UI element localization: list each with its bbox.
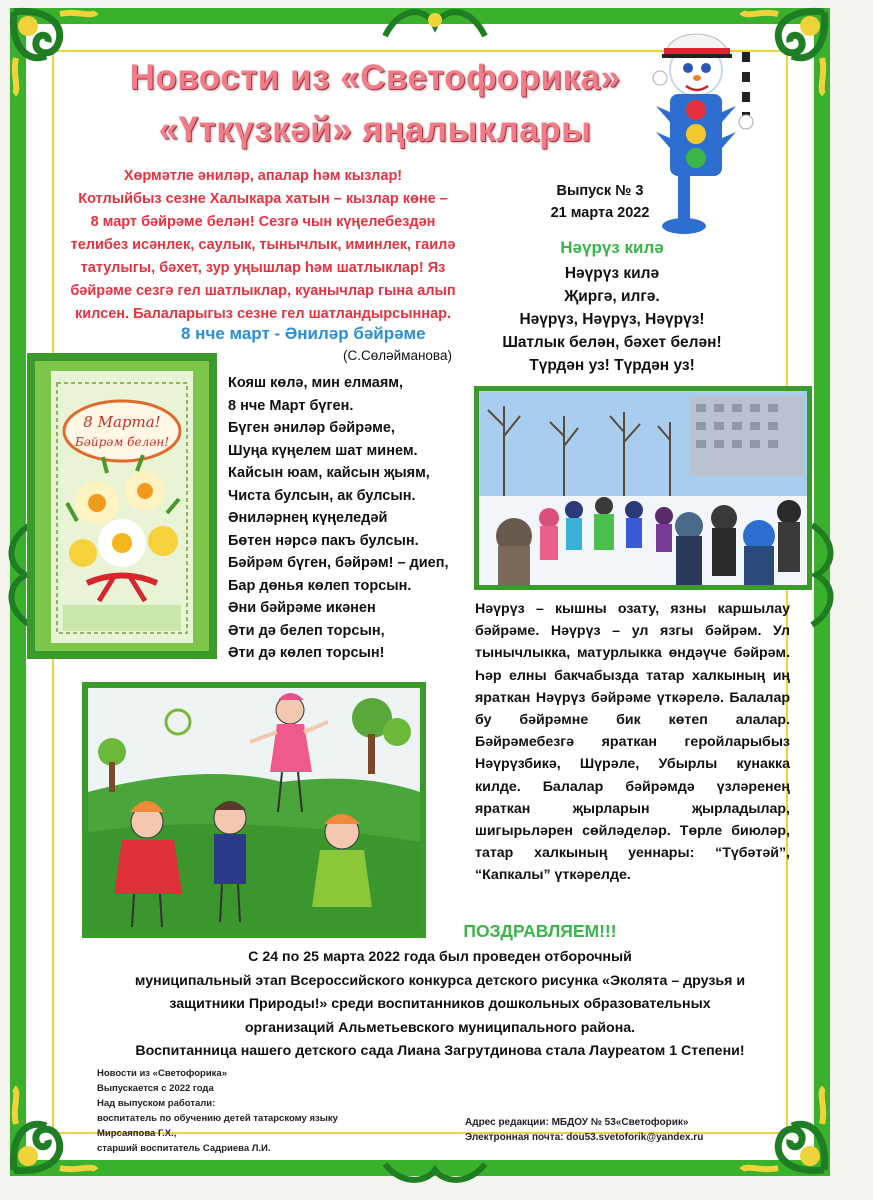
poem-line: Бар дөнья көлеп торсын. — [228, 577, 412, 594]
poem-line: Шуңа күңелем шат минем. — [228, 442, 418, 459]
poem-line: Бүген әниләр бәйрәме, — [228, 420, 395, 436]
poem-line: Бәйрәм бүген, бәйрәм! – диеп, — [228, 555, 449, 571]
poem-line: Әни бәйрәме икәнен — [228, 600, 376, 616]
nauruz-article: Нәүрүз – кышны озату, язны каршылау бәйрәме. Нәүрүз – ул язгы бәйрәм. Ул тынычлыкка, матурлыкка өндәүче бәйрәм. Һәр елны бакчабызда татар халкының иң яраткан Нәүрүз бәйрәме үткәрелә. Балалар бу бәйрәмне бик көтеп алалар. Бәйрәмебезгә яраткан геройларыбыз Нәүрүзбикә, Шүрәле, Убырлы кунакка килде. Балалар бәйрәмдә үзләренең яраткан җырларын җырладылар, шигырьләрен сөйләделәр. Төрле биюләр, татар халкының уеннары: “Түбәтәй”, “Капкалы” үткәрелде. — [475, 601, 790, 884]
footer-contacts — [465, 1115, 745, 1145]
march8-poem — [228, 372, 449, 665]
corner-ornament-bottom-right — [736, 1082, 832, 1178]
congrats-line: организаций Альметьевского муниципального района. — [244, 1019, 636, 1036]
corner-ornament-bottom-left — [6, 1082, 102, 1178]
nauruz-poem-line: Нәүрүз, Нәүрүз, Нәүрүз! — [519, 311, 705, 328]
title-russian: Новости из «Светофорика» — [129, 58, 621, 97]
corner-ornament-top-left — [6, 4, 102, 100]
card-text-2: Бәйрәм белән! — [74, 435, 170, 449]
congrats-text — [60, 946, 820, 1064]
march8-card-image — [27, 353, 217, 659]
greeting-line: телибез исәнлек, саулык, тынычлык, иминлек, гаилә — [70, 237, 456, 253]
footer-line: Мирсаяпова Г.Х., — [97, 1128, 177, 1139]
poem-line: Кояш көлә, мин елмаям, — [228, 375, 404, 391]
nauruz-poem-line: Җиргә, илгә. — [564, 288, 660, 305]
greeting-block — [38, 165, 488, 326]
congrats-line: С 24 по 25 марта 2022 года был проведен отборочный — [248, 949, 632, 965]
card-text-1: 8 Марта! — [83, 413, 161, 431]
issue-number: Выпуск № 3 — [556, 183, 644, 199]
issue-info — [520, 180, 680, 224]
poem-line: Чиста булсын, ак булсын. — [228, 487, 416, 504]
greeting-line: Хөрмәтле әниләр, апалар һәм кызлар! — [123, 168, 403, 184]
bottom-center-ornament — [380, 1160, 490, 1189]
footer-line: Над выпуском работали: — [97, 1098, 216, 1109]
greeting-line: килсен. Балаларыгыз сезне гел шатландырсыннар. — [74, 306, 452, 322]
march8-heading: 8 нче март - Әниләр бәйрәме — [181, 324, 426, 343]
nauruz-heading: Нәүрүз килә — [560, 238, 664, 257]
congrats-line: Воспитанница нашего детского сада Лиана Загрутдинова стала Лауреатом 1 Степени! — [135, 1043, 745, 1059]
nauruz-poem-line: Түрдән уз! Түрдән уз! — [529, 357, 695, 374]
nauruz-poem — [482, 262, 742, 377]
footer-address: Адрес редакции: МБДОУ № 53«Светофорик» — [465, 1117, 689, 1128]
footer-line: Выпускается с 2022 года — [97, 1083, 214, 1094]
poem-line: 8 нче Март бүген. — [228, 397, 354, 414]
poem-author: (С.Сөләйманова) — [343, 348, 452, 363]
footer-line: Новости из «Светофорика» — [97, 1068, 227, 1079]
greeting-line: Котлыйбыз сезне Халыкара хатын – кызлар көне – — [78, 191, 448, 207]
congrats-line: муниципальный этап Всероссийского конкурса детского рисунка «Эколята – друзья и — [134, 972, 746, 989]
greeting-line: татулыгы, бәхет, зур уңышлар һәм шатлыклар! Яз — [80, 260, 446, 276]
child-drawing-image — [82, 682, 426, 938]
top-center-ornament — [380, 6, 490, 47]
footer-email: Электронная почта: dou53.svetoforik@yandex.ru — [465, 1132, 704, 1143]
footer-line: старший воспитатель Садриева Л.И. — [97, 1143, 271, 1154]
poem-line: Кайсын юам, кайсын җыям, — [228, 465, 430, 481]
poem-line: Бөтен нәрсә пакъ булсын. — [228, 532, 419, 549]
nauruz-celebration-photo — [474, 386, 812, 590]
poem-line: Әниләрнең күңеледәй — [228, 510, 388, 526]
greeting-line: бәйрәме сезгә гел шатлыклар, куанычлар гына алып — [70, 283, 456, 299]
poem-line: Әти дә белеп торсын, — [228, 622, 385, 639]
congrats-heading: ПОЗДРАВЛЯЕМ!!! — [463, 921, 617, 941]
greeting-line: 8 март бәйрәме белән! Сезгә чын күңелебездән — [90, 214, 436, 230]
footer-line: воспитатель по обучению детей татарскому языку — [97, 1113, 338, 1124]
nauruz-poem-line: Шатлык белән, бәхет белән! — [502, 334, 722, 351]
issue-date: 21 марта 2022 — [550, 205, 650, 221]
nauruz-poem-line: Нәүрүз килә — [564, 265, 660, 282]
poem-line: Әти дә көлеп торсын! — [228, 645, 385, 661]
footer-credits — [97, 1066, 397, 1156]
title-tatar: «Үткүзкәй» яңалыклары — [158, 110, 592, 149]
congrats-line: защитники Природы!» среди воспитанников дошкольных образовательных — [169, 996, 711, 1012]
